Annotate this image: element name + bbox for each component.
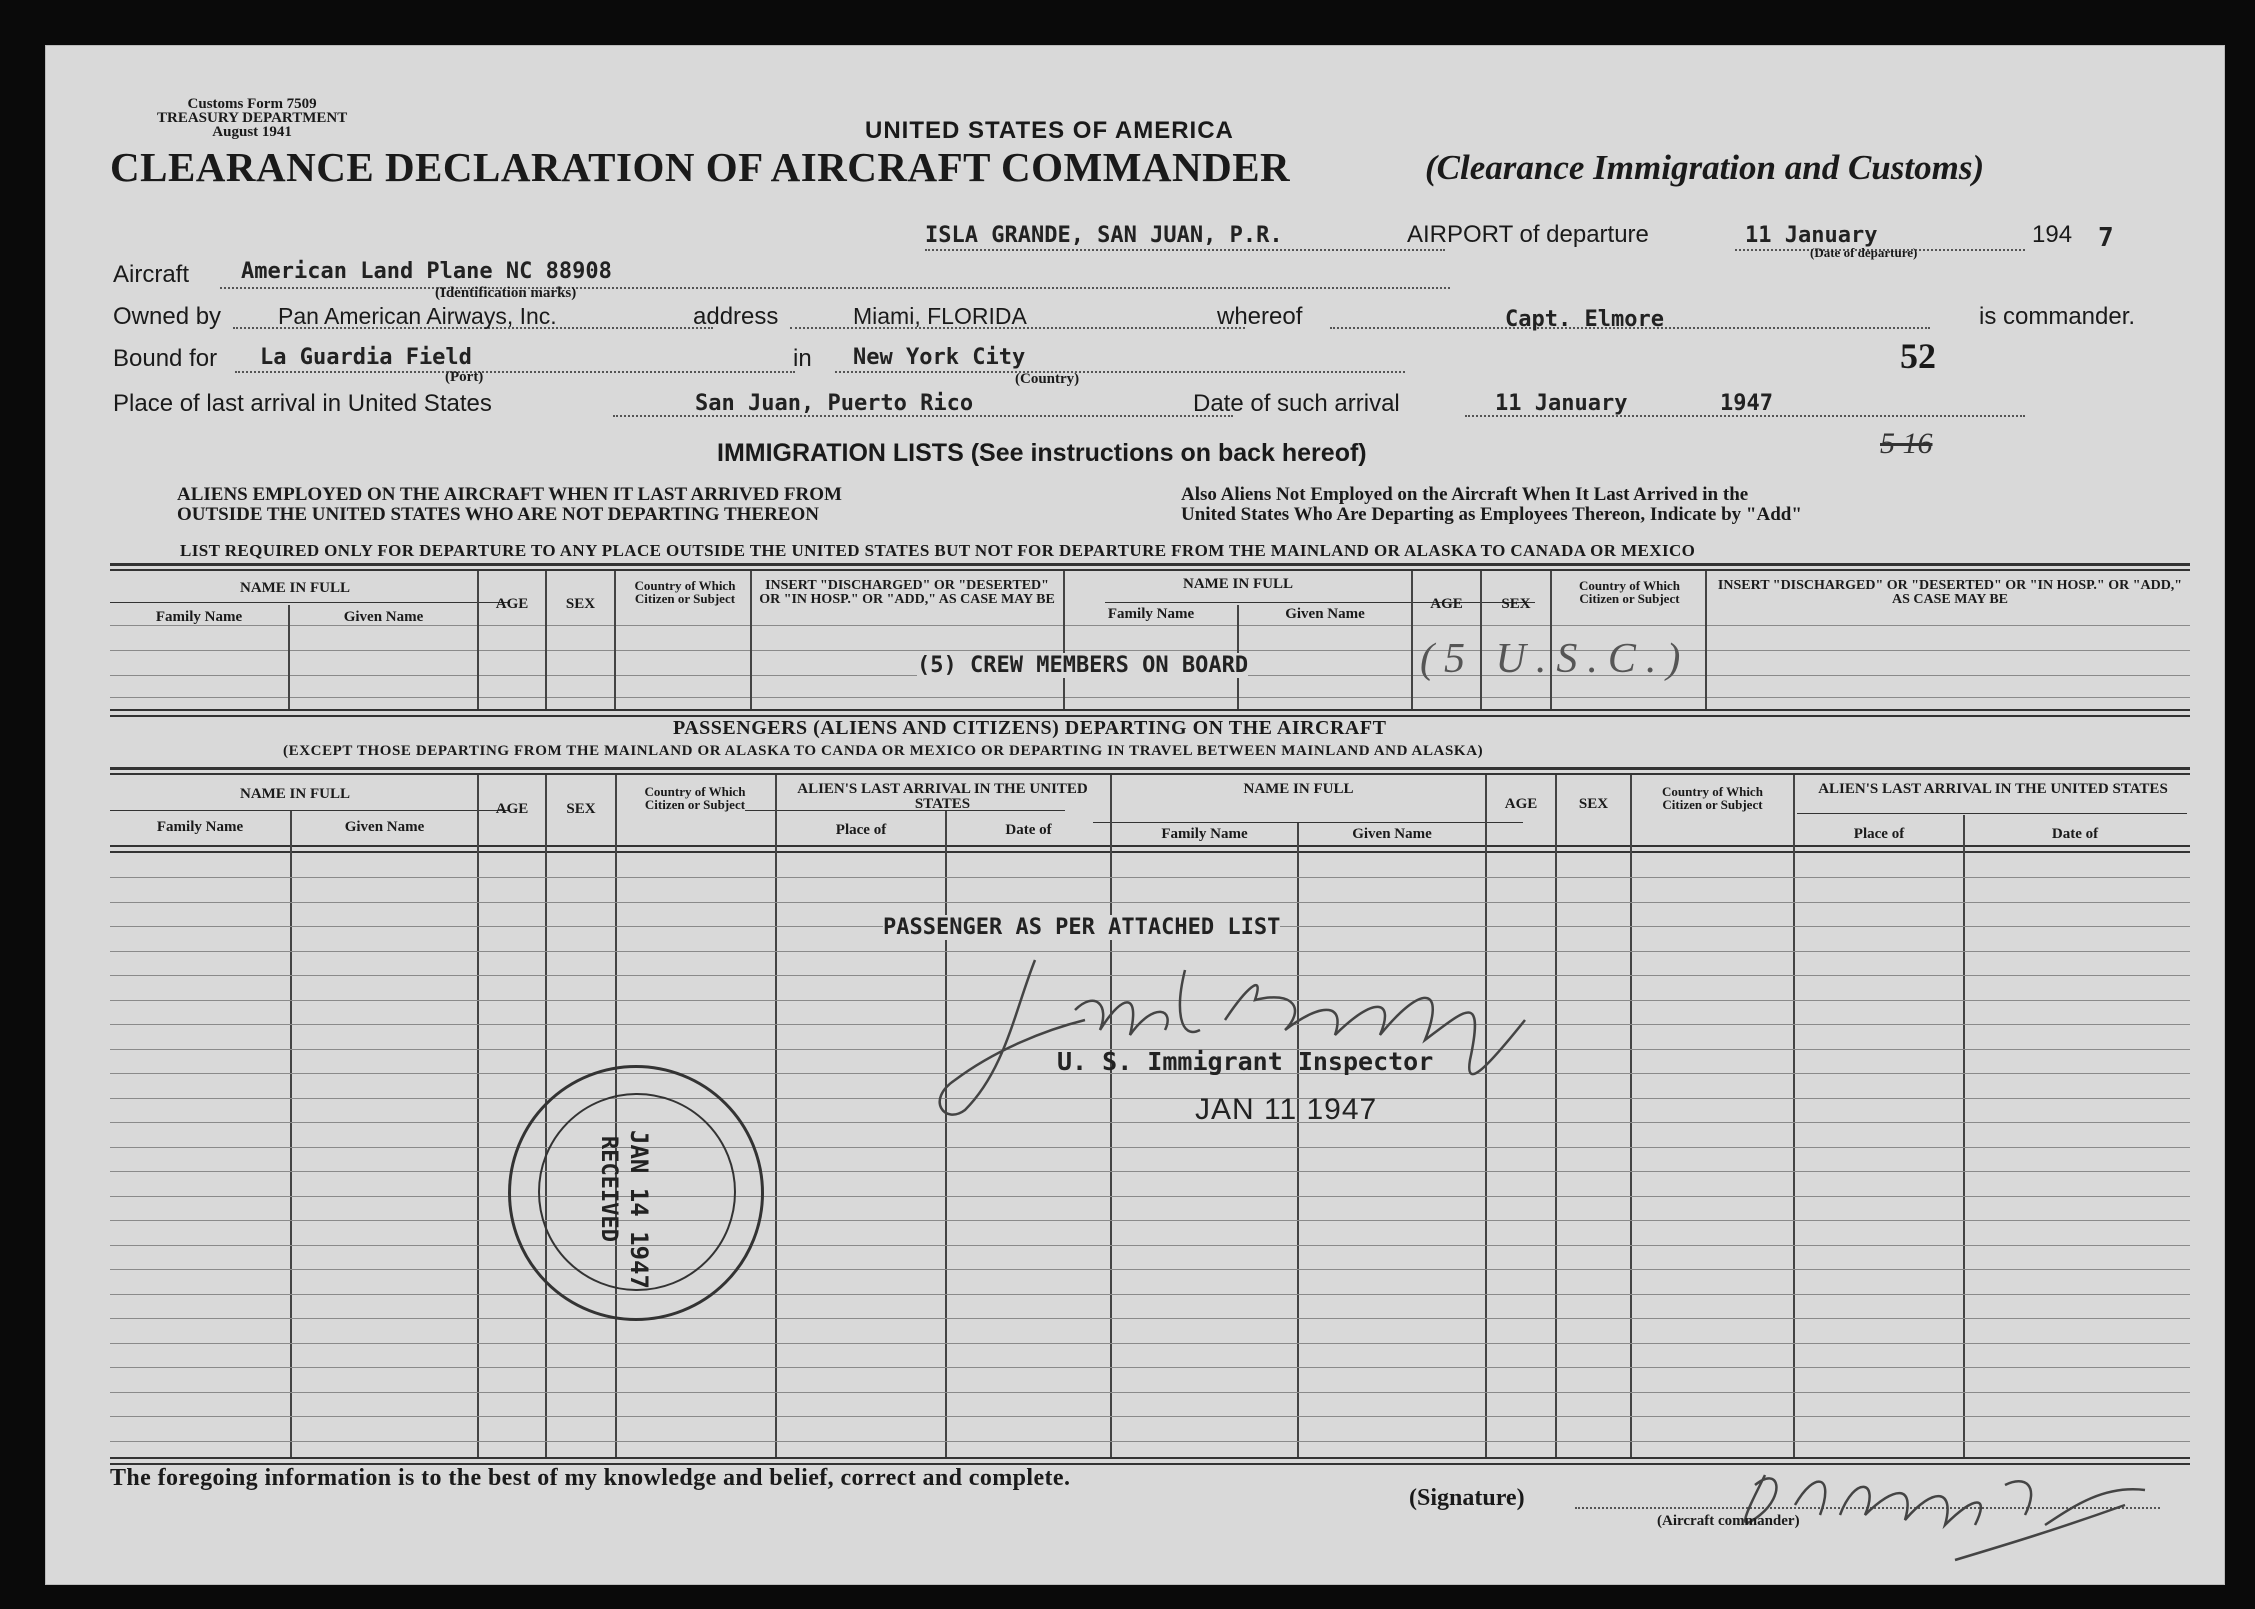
stamp-date: JAN 14 1947 — [625, 1130, 653, 1289]
arrival-date-value: 11 January — [1495, 391, 1628, 416]
crew-sex-header-right: SEX — [1501, 596, 1531, 612]
year-prefix: 194 — [2032, 221, 2073, 248]
commander-label: is commander. — [1979, 303, 2136, 330]
last-arrival-label: Place of last arrival in United States — [113, 390, 492, 417]
aircraft-value: American Land Plane NC 88908 — [241, 259, 612, 284]
departure-date-value: 11 January — [1745, 223, 1878, 248]
crew-name-header: NAME IN FULL — [239, 580, 350, 596]
pax-date-header-right: Date of — [2051, 826, 2099, 842]
table-row — [110, 877, 2190, 878]
immigration-title-text: IMMIGRATION LISTS — [717, 439, 964, 467]
commander-value: Capt. Elmore — [1505, 307, 1664, 332]
crew-age-header: AGE — [495, 596, 529, 612]
right-caption — [1181, 485, 1802, 525]
crew-given-header-right: Given Name — [1285, 606, 1365, 622]
footer-statement: The foregoing information is to the best of my knowledge and belief, correct and complete. — [110, 1465, 1071, 1491]
form-page — [45, 45, 2225, 1585]
table-row — [110, 1220, 2190, 1221]
pax-family-header-right: Family Name — [1161, 826, 1248, 842]
table-row — [110, 1294, 2190, 1295]
country-value: New York City — [853, 345, 1026, 370]
pax-place-header: Place of — [835, 822, 887, 838]
crew-entry: (5) CREW MEMBERS ON BOARD — [917, 653, 1249, 678]
aircraft-caption: (Identification marks) — [435, 285, 577, 301]
table-row — [110, 1171, 2190, 1172]
year-suffix: 7 — [2098, 223, 2114, 253]
left-caption-line-1: ALIENS EMPLOYED ON THE AIRCRAFT WHEN IT LAST ARRIVED FROM — [177, 484, 842, 505]
department: TREASURY DEPARTMENT — [157, 110, 348, 126]
in-label: in — [793, 345, 812, 372]
crew-age-header-right: AGE — [1430, 596, 1463, 612]
margin-note: 5 16 — [1880, 427, 1933, 460]
table-row — [110, 902, 2190, 903]
crew-sex-header: SEX — [565, 596, 596, 612]
immigration-subtitle: (See instructions on back hereof) — [970, 439, 1367, 467]
crew-handwritten-note: (5 U.S.C.) — [1420, 636, 1691, 682]
pax-given-header: Given Name — [344, 819, 425, 835]
left-caption-line-2: OUTSIDE THE UNITED STATES WHO ARE NOT DEPARTING THEREON — [177, 504, 819, 525]
pax-name-header-right: NAME IN FULL — [1243, 781, 1354, 797]
signature-caption: (Aircraft commander) — [1657, 1513, 1800, 1529]
immigration-title — [717, 439, 1367, 468]
address-value: Miami, FLORIDA — [853, 303, 1027, 329]
crew-given-header: Given Name — [343, 609, 424, 625]
pax-country-header: Country of Which Citizen or Subject — [644, 784, 746, 812]
table-row — [110, 1269, 2190, 1270]
port-value: La Guardia Field — [260, 345, 472, 370]
inspector-date: JAN 11 1947 — [1195, 1093, 1378, 1126]
pax-given-header-right: Given Name — [1352, 826, 1432, 842]
pax-age-header-right: AGE — [1504, 796, 1538, 812]
pax-sex-header: SEX — [566, 801, 596, 817]
bound-for-label: Bound for — [113, 345, 218, 372]
pax-age-header: AGE — [495, 801, 529, 817]
commander-signature — [1705, 1445, 2165, 1575]
aircraft-label: Aircraft — [113, 261, 190, 288]
pax-alien-header: ALIEN'S LAST ARRIVAL IN THE UNITED STATES — [797, 781, 1088, 812]
pax-country-header-right: Country of Which Citizen or Subject — [1662, 784, 1763, 812]
form-date: August 1941 — [212, 124, 292, 140]
owned-by-label: Owned by — [113, 303, 222, 330]
received-stamp — [508, 1065, 764, 1321]
table-row — [110, 1318, 2190, 1319]
table-row — [110, 1245, 2190, 1246]
form-subtitle: (Clearance Immigration and Customs) — [1425, 148, 1985, 187]
departure-airport-label: AIRPORT of departure — [1407, 221, 1649, 248]
whereof-label: whereof — [1217, 303, 1303, 330]
crew-insert-header-right: INSERT "DISCHARGED" OR "DESERTED" OR "IN HOSP." OR "ADD," AS CASE MAY BE — [1717, 578, 2183, 607]
country-caption: (Country) — [1015, 371, 1080, 387]
table-row — [110, 1343, 2190, 1344]
right-caption-line-2: United States Who Are Departing as Employees Thereon, Indicate by "Add" — [1181, 504, 1802, 525]
crew-family-header-right: Family Name — [1107, 606, 1195, 622]
departure-airport-value: ISLA GRANDE, SAN JUAN, P.R. — [925, 223, 1283, 248]
form-title: CLEARANCE DECLARATION OF AIRCRAFT COMMANDER — [110, 144, 1291, 190]
departure-date-caption: (Date of departure) — [1810, 245, 1918, 260]
address-label: address — [693, 303, 779, 330]
sheet-number: 52 — [1900, 336, 1936, 376]
table-row — [110, 1196, 2190, 1197]
last-arrival-value: San Juan, Puerto Rico — [695, 391, 974, 416]
crew-insert-header: INSERT "DISCHARGED" OR "DESERTED" OR "IN HOSP." OR "ADD," AS CASE MAY BE — [759, 578, 1055, 607]
table-row — [110, 1392, 2190, 1393]
pax-date-header: Date of — [1005, 822, 1052, 838]
passenger-entry: PASSENGER AS PER ATTACHED LIST — [883, 915, 1281, 940]
inspector-title: U. S. Immigrant Inspector — [1057, 1047, 1434, 1076]
pax-alien-header-right: ALIEN'S LAST ARRIVAL IN THE UNITED STATES — [1818, 781, 2168, 797]
crew-name-header-right: NAME IN FULL — [1182, 576, 1293, 592]
form-id — [157, 97, 347, 139]
left-caption — [177, 485, 842, 525]
table-row — [110, 1416, 2190, 1417]
list-note: LIST REQUIRED ONLY FOR DEPARTURE TO ANY PLACE OUTSIDE THE UNITED STATES BUT NOT FOR DEPARTURE FROM THE MAINLAND OR ALASKA TO CANADA OR MEXICO — [180, 541, 1696, 560]
arrival-year-value: 1947 — [1720, 391, 1773, 416]
right-caption-line-1: Also Aliens Not Employed on the Aircraft When It Last Arrived in the — [1181, 484, 1749, 505]
table-row — [110, 1441, 2190, 1442]
crew-family-header: Family Name — [155, 609, 243, 625]
pax-family-header: Family Name — [156, 819, 244, 835]
passengers-title: PASSENGERS (ALIENS AND CITIZENS) DEPARTING ON THE AIRCRAFT — [673, 717, 1387, 739]
owner-value: Pan American Airways, Inc. — [278, 303, 557, 329]
crew-country-header: Country of Which Citizen or Subject — [634, 578, 736, 606]
arrival-date-label: Date of such arrival — [1193, 390, 1400, 417]
pax-place-header-right: Place of — [1853, 826, 1905, 842]
country-heading: UNITED STATES OF AMERICA — [865, 117, 1234, 144]
passengers-subtitle: (EXCEPT THOSE DEPARTING FROM THE MAINLAND OR ALASKA TO CANDA OR MEXICO OR DEPARTING IN TRAVEL BETWEEN MAINLAND AND ALASKA) — [283, 743, 1484, 759]
port-caption: (Port) — [445, 369, 484, 385]
signature-label: (Signature) — [1409, 1485, 1525, 1511]
crew-country-header-right: Country of Which Citizen or Subject — [1579, 578, 1680, 606]
stamp-word: RECEIVED — [596, 1136, 621, 1242]
pax-name-header: NAME IN FULL — [239, 786, 350, 802]
table-row — [110, 1147, 2190, 1148]
table-row — [110, 1367, 2190, 1368]
form-number: Customs Form 7509 — [187, 96, 317, 112]
pax-sex-header-right: SEX — [1578, 796, 1609, 812]
